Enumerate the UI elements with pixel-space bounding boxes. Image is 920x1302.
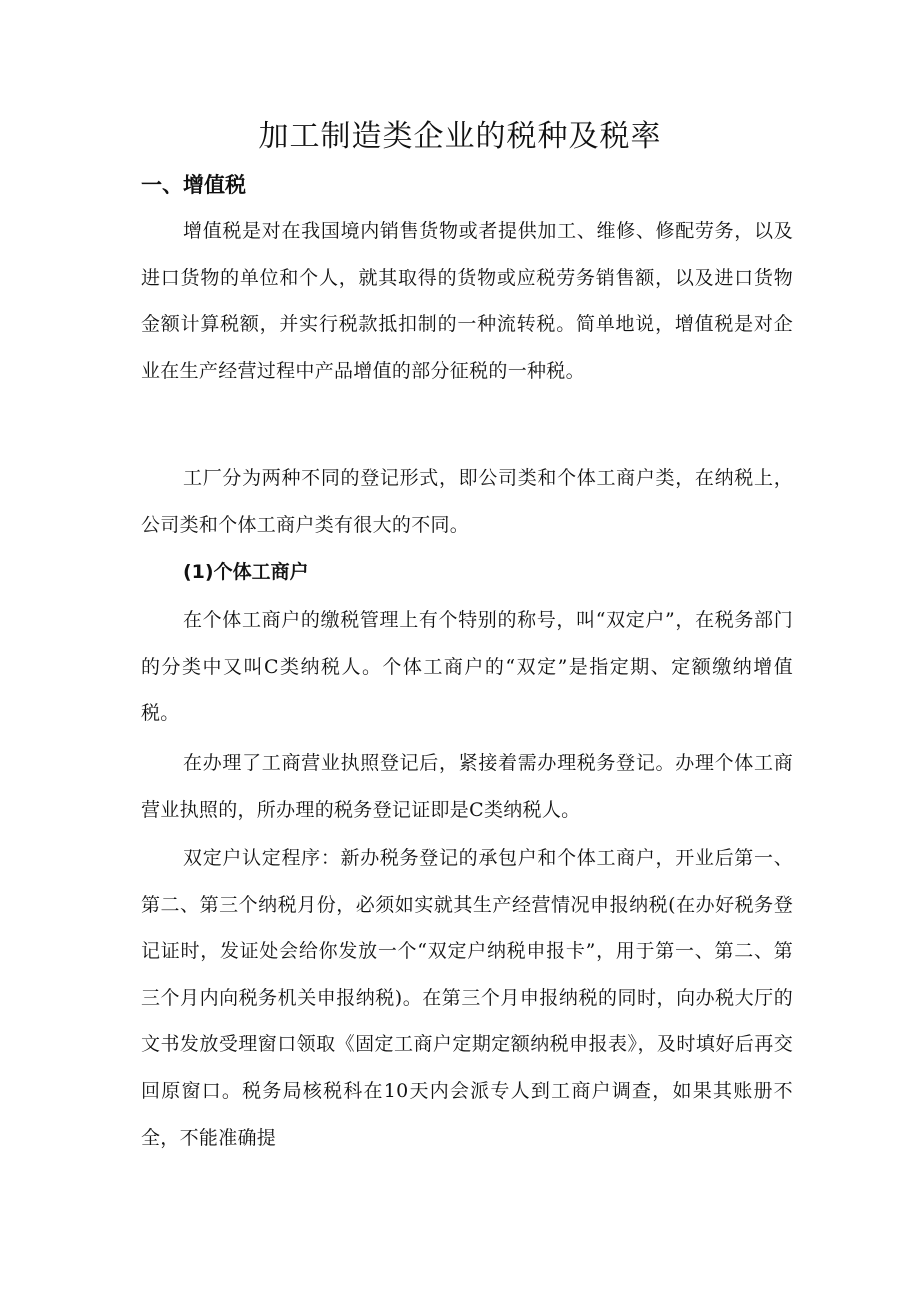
paragraph-certification-procedure: 双定户认定程序：新办税务登记的承包户和个体工商户，开业后第一、第二、第三个纳税月份，必须如实就其生产经营情况申报纳税(在办好税务登记证时，发证处会给你发放一个“双定户纳税申报卡”，用于第一、第二、第三个月内向税务机关申报纳税)。在第三个月申报纳税的同时，向办税大厅的文书发放受理窗口领取《固定工商户定期定额纳税申报表》，及时填好后再交回原窗口。税务局核税科在10天内会派专人到工商户调查，如果其账册不全，不能准确提 [141,847,793,1149]
paragraph-double-fixed-household: 在个体工商户的缴税管理上有个特别的称号，叫“双定户”，在税务部门的分类中又叫C类纳税人。个体工商户的“双定”是指定期、定额缴纳增值税。 [141,609,793,725]
document-title: 加工制造类企业的税种及税率 [258,119,662,154]
paragraph-registration-forms: 工厂分为两种不同的登记形式，即公司类和个体工商户类，在纳税上，公司类和个体工商户类有很大的不同。 [141,467,793,536]
paragraph-vat-definition: 增值税是对在我国境内销售货物或者提供加工、维修、修配劳务，以及进口货物的单位和个人，就其取得的货物或应税劳务销售额，以及进口货物金额计算税额，并实行税款抵扣制的一种流转税。简单地说，增值税是对企业在生产经营过程中产品增值的部分征税的一种税。 [141,220,793,382]
subheading-individual-business: (1)个体工商户 [183,561,309,583]
paragraph-tax-registration: 在办理了工商营业执照登记后，紧接着需办理税务登记。办理个体工商营业执照的，所办理的税务登记证即是C类纳税人。 [141,752,793,821]
section-heading-vat: 一、增值税 [141,173,246,197]
